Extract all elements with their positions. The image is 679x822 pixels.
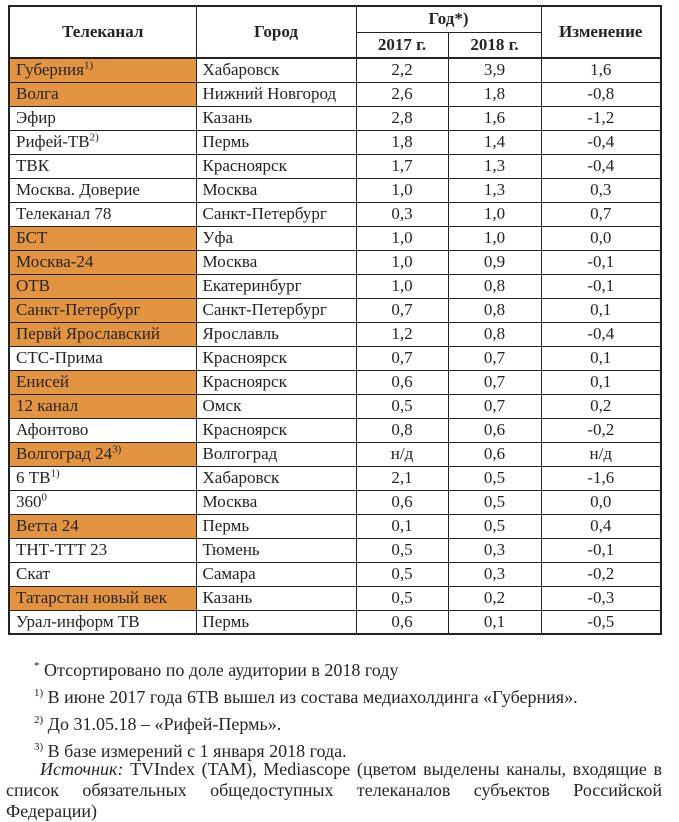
value-2017-cell: 1,0 <box>356 274 448 298</box>
city-cell: Пермь <box>196 610 356 634</box>
change-cell: -0,4 <box>541 130 661 154</box>
footnote: $^{3)}$ В базе измерений с 1 января 2018 года. <box>34 741 347 761</box>
value-2017-cell: 0,5 <box>356 394 448 418</box>
footnote-marker: 1) <box>34 687 44 699</box>
footnote-marker: 3) <box>34 741 44 753</box>
table-row <box>9 562 661 586</box>
channel-cell: Афонтово <box>9 418 196 442</box>
change-cell: -0,4 <box>541 322 661 346</box>
city-cell: Нижний Новгород <box>196 82 356 106</box>
value-2018-cell: 0,1 <box>448 610 541 634</box>
city-cell: Самара <box>196 562 356 586</box>
city-cell: Санкт-Петербург <box>196 202 356 226</box>
value-2017-cell: 1,2 <box>356 322 448 346</box>
change-cell: 0,1 <box>541 370 661 394</box>
change-cell: 0,0 <box>541 490 661 514</box>
change-cell: 0,3 <box>541 178 661 202</box>
change-cell: 0,1 <box>541 346 661 370</box>
table-row <box>9 322 661 346</box>
table-row <box>9 538 661 562</box>
value-2017-cell: 0,1 <box>356 514 448 538</box>
table-row <box>9 586 661 610</box>
channel-cell: Санкт-Петербург <box>9 298 196 322</box>
table-header <box>9 6 661 58</box>
footnotes <box>8 660 660 768</box>
table-row <box>9 346 661 370</box>
city-cell: Казань <box>196 106 356 130</box>
value-2017-cell: 0,5 <box>356 562 448 586</box>
table-row <box>9 178 661 202</box>
channel-cell: Ветта 24 <box>9 514 196 538</box>
channel-cell: Татарстан новый век <box>9 586 196 610</box>
channel-cell: Волгоград 24$^{3)}$ <box>9 442 196 466</box>
table-row <box>9 394 661 418</box>
footnote: * Отсортировано по доле аудитории в 2018 году <box>34 660 399 680</box>
table-row <box>9 514 661 538</box>
change-cell: -0,2 <box>541 562 661 586</box>
table-row <box>9 442 661 466</box>
channel-cell: СТС-Прима <box>9 346 196 370</box>
city-cell: Москва <box>196 250 356 274</box>
value-2017-cell: 0,5 <box>356 586 448 610</box>
value-2017-cell: 0,7 <box>356 298 448 322</box>
change-cell: -0,1 <box>541 274 661 298</box>
value-2017-cell: 0,3 <box>356 202 448 226</box>
value-2018-cell: 0,7 <box>448 346 541 370</box>
header-row-1 <box>9 6 661 32</box>
channel-cell: Москва-24 <box>9 250 196 274</box>
table-row <box>9 298 661 322</box>
value-2017-cell: 2,2 <box>356 58 448 82</box>
value-2017-cell: 0,8 <box>356 418 448 442</box>
channel-footnote-marker: 3) <box>112 443 122 456</box>
value-2018-cell: 0,6 <box>448 442 541 466</box>
value-2018-cell: 0,7 <box>448 370 541 394</box>
change-cell: -0,5 <box>541 610 661 634</box>
table-row <box>9 202 661 226</box>
channel-cell: Эфир <box>9 106 196 130</box>
value-2017-cell: 0,7 <box>356 346 448 370</box>
footnote-marker: * <box>34 660 40 672</box>
value-2018-cell: 0,9 <box>448 250 541 274</box>
channel-cell: Урал-информ ТВ <box>9 610 196 634</box>
col-header-city: Город <box>196 6 356 58</box>
channel-cell: БСТ <box>9 226 196 250</box>
table-row <box>9 106 661 130</box>
col-header-2018: 2018 г. <box>448 32 541 58</box>
value-2017-cell: 0,6 <box>356 490 448 514</box>
channel-cell: Москва. Доверие <box>9 178 196 202</box>
col-header-channel: Телеканал <box>9 6 196 58</box>
source-main: TVIndex (TAM), Mediascope <box>123 759 357 779</box>
city-cell: Санкт-Петербург <box>196 298 356 322</box>
value-2017-cell: 2,6 <box>356 82 448 106</box>
city-cell: Москва <box>196 178 356 202</box>
value-2018-cell: 1,3 <box>448 178 541 202</box>
city-cell: Ярославль <box>196 322 356 346</box>
city-cell: Хабаровск <box>196 466 356 490</box>
change-cell: 0,1 <box>541 298 661 322</box>
channel-cell: ОТВ <box>9 274 196 298</box>
channel-footnote-marker: 1) <box>50 467 60 480</box>
table-row <box>9 610 661 634</box>
value-2018-cell: 0,3 <box>448 562 541 586</box>
change-cell: -0,4 <box>541 154 661 178</box>
source-note <box>6 759 662 822</box>
channel-footnote-marker: 2) <box>89 131 99 144</box>
footnote: $^{2)}$ До 31.05.18 – «Рифей-Пермь». <box>34 714 282 734</box>
value-2018-cell: 0,8 <box>448 298 541 322</box>
value-2017-cell: 1,0 <box>356 178 448 202</box>
city-cell: Пермь <box>196 514 356 538</box>
value-2017-cell: 0,6 <box>356 370 448 394</box>
table-row <box>9 130 661 154</box>
value-2018-cell: 1,0 <box>448 202 541 226</box>
value-2017-cell: н/д <box>356 442 448 466</box>
col-header-year-group: Год*) <box>356 6 541 32</box>
value-2017-cell: 1,0 <box>356 226 448 250</box>
value-2018-cell: 1,0 <box>448 226 541 250</box>
value-2017-cell: 0,5 <box>356 538 448 562</box>
channel-cell: Рифей-ТВ$^{2)}$ <box>9 130 196 154</box>
change-cell: 0,7 <box>541 202 661 226</box>
city-cell: Хабаровск <box>196 58 356 82</box>
value-2018-cell: 3,9 <box>448 58 541 82</box>
city-cell: Тюмень <box>196 538 356 562</box>
table-row <box>9 466 661 490</box>
channel-cell: 12 канал <box>9 394 196 418</box>
value-2018-cell: 0,5 <box>448 514 541 538</box>
value-2017-cell: 1,8 <box>356 130 448 154</box>
change-cell: -0,3 <box>541 586 661 610</box>
table-row <box>9 82 661 106</box>
table-row <box>9 274 661 298</box>
table-row <box>9 490 661 514</box>
value-2017-cell: 1,0 <box>356 250 448 274</box>
value-2017-cell: 1,7 <box>356 154 448 178</box>
tv-ratings-table <box>8 5 662 635</box>
value-2017-cell: 0,6 <box>356 610 448 634</box>
city-cell: Красноярск <box>196 154 356 178</box>
change-cell: 0,2 <box>541 394 661 418</box>
footnote: $^{1)}$ В июне 2017 года 6ТВ вышел из состава медиахолдинга «Губерния». <box>34 687 578 707</box>
value-2018-cell: 0,5 <box>448 490 541 514</box>
city-cell: Волгоград <box>196 442 356 466</box>
channel-cell: Скат <box>9 562 196 586</box>
change-cell: н/д <box>541 442 661 466</box>
change-cell: 1,6 <box>541 58 661 82</box>
value-2018-cell: 1,6 <box>448 106 541 130</box>
change-cell: 0,4 <box>541 514 661 538</box>
value-2018-cell: 0,3 <box>448 538 541 562</box>
value-2018-cell: 1,4 <box>448 130 541 154</box>
city-cell: Москва <box>196 490 356 514</box>
table-row <box>9 58 661 82</box>
table-body <box>9 58 661 634</box>
city-cell: Уфа <box>196 226 356 250</box>
channel-footnote-marker: 1) <box>83 59 94 72</box>
value-2018-cell: 1,3 <box>448 154 541 178</box>
table-row <box>9 154 661 178</box>
value-2017-cell: 2,1 <box>356 466 448 490</box>
value-2018-cell: 0,8 <box>448 274 541 298</box>
value-2018-cell: 0,2 <box>448 586 541 610</box>
table-row <box>9 250 661 274</box>
change-cell: -0,2 <box>541 418 661 442</box>
value-2018-cell: 0,5 <box>448 466 541 490</box>
source-paren: (цветом выделены каналы, входящие в список обязательных общедоступных телеканалов субъектов Российской Федерации) <box>6 759 662 821</box>
city-cell: Казань <box>196 586 356 610</box>
change-cell: -1,2 <box>541 106 661 130</box>
table-row <box>9 370 661 394</box>
channel-cell: Волга <box>9 82 196 106</box>
footnote-marker: 2) <box>34 714 44 726</box>
source-label: Источник: <box>40 759 124 779</box>
change-cell: -0,1 <box>541 538 661 562</box>
channel-cell: 6 ТВ$^{1)}$ <box>9 466 196 490</box>
city-cell: Омск <box>196 394 356 418</box>
table-row <box>9 226 661 250</box>
channel-cell: Губерния$^{1)}$ <box>9 58 196 82</box>
value-2017-cell: 2,8 <box>356 106 448 130</box>
city-cell: Красноярск <box>196 370 356 394</box>
value-2018-cell: 0,8 <box>448 322 541 346</box>
channel-cell: Енисей <box>9 370 196 394</box>
channel-cell: ТВК <box>9 154 196 178</box>
change-cell: -0,1 <box>541 250 661 274</box>
city-cell: Красноярск <box>196 418 356 442</box>
city-cell: Екатеринбург <box>196 274 356 298</box>
city-cell: Красноярск <box>196 346 356 370</box>
col-header-change: Изменение <box>541 6 661 58</box>
change-cell: -0,8 <box>541 82 661 106</box>
channel-cell: Телеканал 78 <box>9 202 196 226</box>
channel-cell: Первй Ярославский <box>9 322 196 346</box>
change-cell: -1,6 <box>541 466 661 490</box>
change-cell: 0,0 <box>541 226 661 250</box>
channel-footnote-marker: 0 <box>41 491 47 504</box>
col-header-2017: 2017 г. <box>356 32 448 58</box>
value-2018-cell: 0,6 <box>448 418 541 442</box>
value-2018-cell: 0,7 <box>448 394 541 418</box>
city-cell: Пермь <box>196 130 356 154</box>
channel-cell: ТНТ-ТТТ 23 <box>9 538 196 562</box>
channel-cell: $360^0$ <box>9 490 196 514</box>
value-2018-cell: 1,8 <box>448 82 541 106</box>
table-row <box>9 418 661 442</box>
